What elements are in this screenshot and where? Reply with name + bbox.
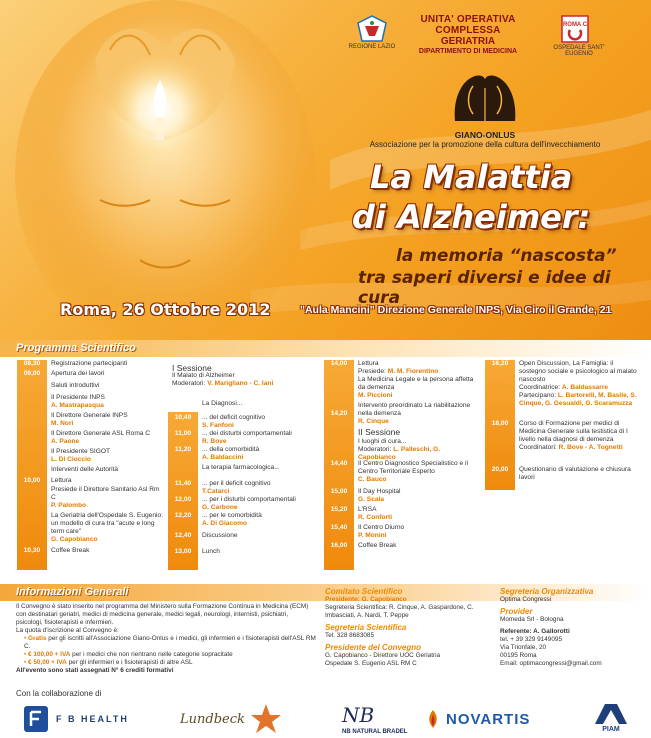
slot-text: Open Discussion, La Famiglia: il sostegno sociale e psicologico al malato nascosto bbox=[519, 360, 637, 383]
sponsor-name: Lundbeck bbox=[180, 711, 245, 727]
program-slot bbox=[168, 446, 318, 464]
committee-title: Comitato Scientifico bbox=[325, 587, 403, 596]
roma-logo-text: ROMA C bbox=[562, 22, 588, 28]
speaker-name: R. Bove bbox=[202, 438, 227, 445]
program-slot bbox=[168, 532, 318, 548]
slot-text: Presiede il Direttore Sanitario Asl Rm C bbox=[51, 486, 160, 501]
program-slot bbox=[324, 460, 478, 488]
slot-time: 08,30 bbox=[23, 360, 41, 367]
president-title: Presidente del Convegno bbox=[325, 643, 422, 652]
association-name: GIANO-ONLUS bbox=[454, 130, 516, 140]
organizer-name: Optima Congressi bbox=[500, 596, 552, 603]
regione-lazio-logo bbox=[355, 14, 389, 44]
slot-text: La Geriatria dell'Ospedale S. Eugenio: un modello di cura tra "acute e long term care" bbox=[51, 512, 163, 535]
sponsor-lundbeck-logo bbox=[180, 702, 300, 736]
fee-intro: La quota d'iscrizione al Convegno è: bbox=[16, 627, 119, 634]
organizer-tel: tel. + 39 329 9149095 bbox=[500, 636, 563, 643]
program-slot bbox=[168, 548, 318, 558]
novartis-flame-icon bbox=[425, 709, 441, 729]
slot-text: Coffee Break bbox=[51, 547, 90, 554]
slot-text: Questionario di valutazione e chiusura lavori bbox=[519, 466, 631, 481]
program-slot bbox=[17, 477, 165, 486]
sponsor-piam-logo bbox=[586, 702, 636, 736]
program-slot bbox=[168, 496, 318, 512]
giano-janus-logo bbox=[445, 66, 525, 126]
program-slot bbox=[485, 466, 639, 486]
program-slot bbox=[324, 402, 478, 428]
slot-time: 14,20 bbox=[330, 410, 348, 417]
speaker-name: A. Baldaccini bbox=[202, 454, 244, 461]
event-subtitle-line1: la memoria “nascosta” bbox=[396, 246, 617, 266]
header-line1: UNITA' OPERATIVA COMPLESSA bbox=[420, 14, 516, 36]
face-candle-illustration bbox=[0, 0, 330, 330]
slot-time: 15,40 bbox=[330, 524, 348, 531]
slot-text: La Diagnosi... bbox=[202, 400, 243, 407]
program-slot bbox=[324, 542, 478, 552]
slot-text: Il Direttore Generale INPS bbox=[51, 412, 128, 419]
referent: Referente: A. Gallorotti bbox=[500, 628, 570, 635]
slot-text: Registrazione partecipanti bbox=[51, 360, 128, 367]
speaker-name: M. Nori bbox=[51, 420, 74, 427]
program-slot bbox=[324, 488, 478, 506]
session-title: II Sessione bbox=[358, 427, 401, 437]
slot-text: ... per le comorbidità bbox=[202, 512, 262, 519]
natural-bradel-mark-icon bbox=[340, 702, 408, 736]
speaker-name: P. Monini bbox=[358, 532, 387, 539]
speaker-name: A. Paone bbox=[51, 438, 80, 445]
program-slot bbox=[17, 512, 165, 547]
slot-text: Intervento preordinato La riabilitazione nella demenza bbox=[358, 402, 471, 417]
slot-text: I luoghi di cura... bbox=[358, 438, 407, 445]
credits-note: All'evento sono stati assegnati N° 6 crediti formativi bbox=[16, 667, 174, 674]
hero-banner bbox=[0, 0, 651, 340]
program-slot bbox=[324, 506, 478, 524]
slot-text: Lettura bbox=[51, 477, 72, 484]
program-slot bbox=[324, 360, 478, 368]
session-sub bbox=[168, 372, 318, 380]
session-block bbox=[324, 428, 478, 460]
slot-time: 16,20 bbox=[491, 360, 509, 367]
participants-names: L. Bartorelli, M. Basile, S. Cinque, G. Gesualdi, G. Scaramuzza bbox=[519, 392, 637, 407]
program-title: Programma Scientifico bbox=[16, 342, 136, 354]
coordinator-name: A. Baldassarre bbox=[561, 384, 609, 391]
slot-time: 10,30 bbox=[23, 547, 41, 554]
program-slot bbox=[485, 360, 639, 420]
session-title: I Sessione bbox=[172, 363, 212, 373]
program-column-3 bbox=[324, 360, 478, 570]
slot-text: ... per il deficit cognitivo bbox=[202, 480, 271, 487]
slot-text: Il Day Hospital bbox=[358, 488, 401, 495]
participants-label: Partecipano: bbox=[519, 392, 557, 399]
moderators-names: L. Palleschi, G. Capobianco bbox=[358, 446, 441, 461]
slot-time: 14,40 bbox=[330, 460, 348, 467]
slot-text: ... dei disturbi comportamentali bbox=[202, 430, 292, 437]
slot-time: 11,00 bbox=[174, 430, 192, 437]
fee-item: • Gratis per gli iscritti all'Associazione Giano-Onlus e i medici, gli infermieri e i fisioterapisti dell'ASL RM C. bbox=[24, 635, 316, 651]
program-slot bbox=[324, 368, 478, 376]
moderators-label: Moderatori: bbox=[358, 446, 392, 453]
speaker-name: A. Mastrapasqua bbox=[51, 402, 104, 409]
sponsor-name: F B HEALTH bbox=[56, 714, 129, 724]
organizer-block bbox=[500, 588, 645, 668]
slot-text: ... per i disturbi comportamentali bbox=[202, 496, 296, 503]
program-slot bbox=[17, 430, 165, 448]
speaker-name: G. Scala bbox=[358, 496, 385, 503]
session-header bbox=[168, 360, 318, 372]
speaker-name: M. M. Fiorentino bbox=[387, 368, 439, 375]
moderators-label: Moderatori: bbox=[172, 380, 206, 387]
slot-text: L'RSA bbox=[358, 506, 377, 513]
program-slot bbox=[168, 480, 318, 496]
organizer-email: Email: optimacongressi@gmail.com bbox=[500, 660, 602, 667]
slot-text: Presiede: bbox=[358, 368, 386, 375]
slot-text: La Medicina Legale e la persona affetta da demenza bbox=[358, 376, 474, 391]
speaker-name: A. Di Giacomo bbox=[202, 520, 248, 527]
slot-text: Interventi delle Autorità bbox=[51, 466, 119, 473]
speaker-name: M. Piccioni bbox=[358, 392, 393, 399]
slot-time: 11,20 bbox=[174, 446, 192, 453]
fbhealth-mark-icon bbox=[22, 704, 50, 734]
slot-time: 15,20 bbox=[330, 506, 348, 513]
starfish-icon bbox=[249, 702, 283, 736]
slot-time: 13,00 bbox=[174, 548, 192, 555]
organizer-title: Segreteria Organizzativa bbox=[500, 587, 594, 596]
speaker-name: L. Di Cioccio bbox=[51, 456, 91, 463]
slot-time: 12,40 bbox=[174, 532, 192, 539]
session-moderators bbox=[168, 380, 318, 400]
header-institution bbox=[398, 14, 538, 55]
speaker-name: C. Bauco bbox=[358, 476, 387, 483]
slot-text: Apertura dei lavori bbox=[51, 370, 105, 377]
event-subtitle-line2: tra saperi diversi e idee di cura bbox=[358, 268, 611, 308]
info-paragraph: Il Convegno è stato inserito nel programma del Ministero sulla Formazione Continua in Medicina (ECM) con destinatari geriatri, medici di medicina generale, medici legali, neurologi, internisti, psichiatri, psicologi, fisioterapisti e infermieri. bbox=[16, 603, 309, 626]
slot-time: 12,20 bbox=[174, 512, 192, 519]
sponsor-novartis-logo bbox=[425, 702, 545, 736]
committee-president: Presidente: G. Capobianco bbox=[325, 596, 407, 603]
event-title-line2: di Alzheimer: bbox=[352, 198, 591, 236]
slot-text: Corso di Formazione per medici di Medicina Generale sulla testistica di I livello nella diagnosi di demenza bbox=[519, 420, 628, 443]
sponsor-fbhealth-logo bbox=[22, 702, 142, 736]
program-slot bbox=[17, 394, 165, 412]
coordinator-label: Coordinatori: bbox=[519, 444, 557, 451]
moderators-names: V. Marigliano - C. Iani bbox=[207, 380, 274, 387]
speaker-name: R. Cinque bbox=[358, 418, 389, 425]
slot-time: 11,40 bbox=[174, 480, 192, 487]
info-general-text bbox=[16, 603, 316, 675]
slot-text: ... della comorbidità bbox=[202, 446, 260, 453]
slot-text: Il Presidente SIGOT bbox=[51, 448, 110, 455]
speaker-name: R. Conforti bbox=[358, 514, 393, 521]
event-title-line1: La Malattia bbox=[370, 158, 573, 196]
program-slot bbox=[17, 360, 165, 370]
slot-text: La terapia farmacologica... bbox=[202, 464, 280, 471]
program-slot bbox=[168, 430, 318, 446]
program-slot bbox=[17, 412, 165, 430]
slot-time: 10,40 bbox=[174, 414, 192, 421]
header-line2: GERIATRIA bbox=[440, 36, 496, 47]
slot-text: Saluti introduttivi bbox=[51, 382, 100, 389]
collaboration-label: Con la collaborazione di bbox=[16, 689, 102, 698]
svg-text:NB: NB bbox=[342, 703, 375, 727]
committee-secretariat: Segreteria Scientifica: R. Cinque, A. Gaspardone, C. Imbasciati, A. Nardi, T. Peppe bbox=[325, 604, 474, 619]
session-subtitle: Il Malato di Alzheimer bbox=[172, 372, 235, 379]
association-subtitle: Associazione per la promozione della cultura dell'invecchiamento bbox=[369, 140, 601, 149]
sponsor-name: NB NATURAL BRADEL bbox=[342, 729, 408, 735]
slot-text: Il Direttore Generale ASL Roma C bbox=[51, 430, 151, 437]
slot-time: 12,00 bbox=[174, 496, 192, 503]
fee-item: • € 100,00 + IVA per i medici che non rientrano nelle categorie sopracitate bbox=[24, 651, 316, 659]
header-line3: DIPARTIMENTO DI MEDICINA bbox=[418, 48, 518, 55]
event-date: Roma, 26 Ottobre 2012 bbox=[60, 300, 271, 319]
provider-title: Provider bbox=[500, 607, 533, 616]
program-column-4 bbox=[485, 360, 639, 490]
info-title: Informazioni Generali bbox=[16, 586, 129, 598]
fee-item: • € 50,00 + IVA per gli infermieri e i fisioterapisti di altre ASL bbox=[24, 659, 316, 667]
program-slot bbox=[17, 486, 165, 512]
organizer-street: Via Trionfale, 20 bbox=[500, 644, 547, 651]
speaker-name: G. Carbone bbox=[202, 504, 238, 511]
coordinator-name: R. Bove - A. Tognetti bbox=[558, 444, 623, 451]
president-name: G. Capobianco - Direttore UOC Geriatria bbox=[325, 652, 441, 659]
program-slot bbox=[17, 466, 165, 477]
program-slot bbox=[17, 547, 165, 557]
program-column-1 bbox=[17, 360, 165, 570]
ospedale-label: OSPEDALE SANT' EUGENIO bbox=[553, 45, 605, 57]
program-slot bbox=[17, 448, 165, 466]
committee-block bbox=[325, 588, 485, 668]
organizer-city: 00195 Roma bbox=[500, 652, 537, 659]
program-column-2 bbox=[168, 360, 318, 570]
slot-text: Il Centro Diurno bbox=[358, 524, 405, 531]
slot-text: ... del deficit cognitivo bbox=[202, 414, 266, 421]
slot-text: Lunch bbox=[202, 548, 220, 555]
provider-name: Momeda Srl - Bologna bbox=[500, 616, 564, 623]
slot-text: Lettura bbox=[358, 360, 379, 367]
program-slot bbox=[17, 370, 165, 382]
speaker-name: S. Fanfoni bbox=[202, 422, 234, 429]
piam-mark-icon bbox=[591, 702, 631, 726]
president-place: Ospedale S. Eugenio ASL RM C bbox=[325, 660, 417, 667]
fee-list bbox=[24, 635, 316, 667]
sponsor-name: PIAM bbox=[602, 726, 620, 733]
program-slot bbox=[168, 400, 318, 414]
secretariat-title: Segreteria Scientifica bbox=[325, 623, 407, 632]
program-slot bbox=[485, 420, 639, 466]
regione-lazio-label: REGIONE LAZIO bbox=[348, 44, 396, 50]
program-slot bbox=[324, 376, 478, 402]
slot-time: 20,00 bbox=[491, 466, 509, 473]
speaker-name: P. Palombo bbox=[51, 502, 87, 509]
slot-text: Il Presidente INPS bbox=[51, 394, 105, 401]
slot-text: Il Centro Diagnostico Specialistico e il Centro Territoriale Esperto bbox=[358, 460, 468, 475]
slot-time: 15,00 bbox=[330, 488, 348, 495]
sponsor-name: NOVARTIS bbox=[446, 710, 531, 728]
slot-time: 16,00 bbox=[330, 542, 348, 549]
slot-text: Discussione bbox=[202, 532, 238, 539]
event-venue: "Aula Mancini" Direzione Generale INPS, Via Ciro il Grande, 21 bbox=[300, 304, 612, 316]
program-slot bbox=[17, 382, 165, 394]
slot-text: Coffee Break bbox=[358, 542, 397, 549]
asl-roma-c-logo bbox=[560, 14, 590, 44]
slot-time: 09,00 bbox=[23, 370, 41, 377]
program-slot bbox=[168, 512, 318, 532]
speaker-name: T.Catarci bbox=[202, 488, 230, 495]
secretariat-tel: Tel. 328 8683085 bbox=[325, 632, 375, 639]
program-slot bbox=[168, 464, 318, 480]
program-slot bbox=[168, 414, 318, 430]
program-slot bbox=[324, 524, 478, 542]
slot-time: 14,00 bbox=[330, 360, 348, 367]
coordinator-label: Coordinatrice: bbox=[519, 384, 561, 391]
speaker-name: G. Capobianco bbox=[51, 536, 98, 543]
slot-time: 10,00 bbox=[23, 477, 41, 484]
sponsor-natural-bradel-logo bbox=[340, 702, 408, 736]
slot-time: 18,00 bbox=[491, 420, 509, 427]
